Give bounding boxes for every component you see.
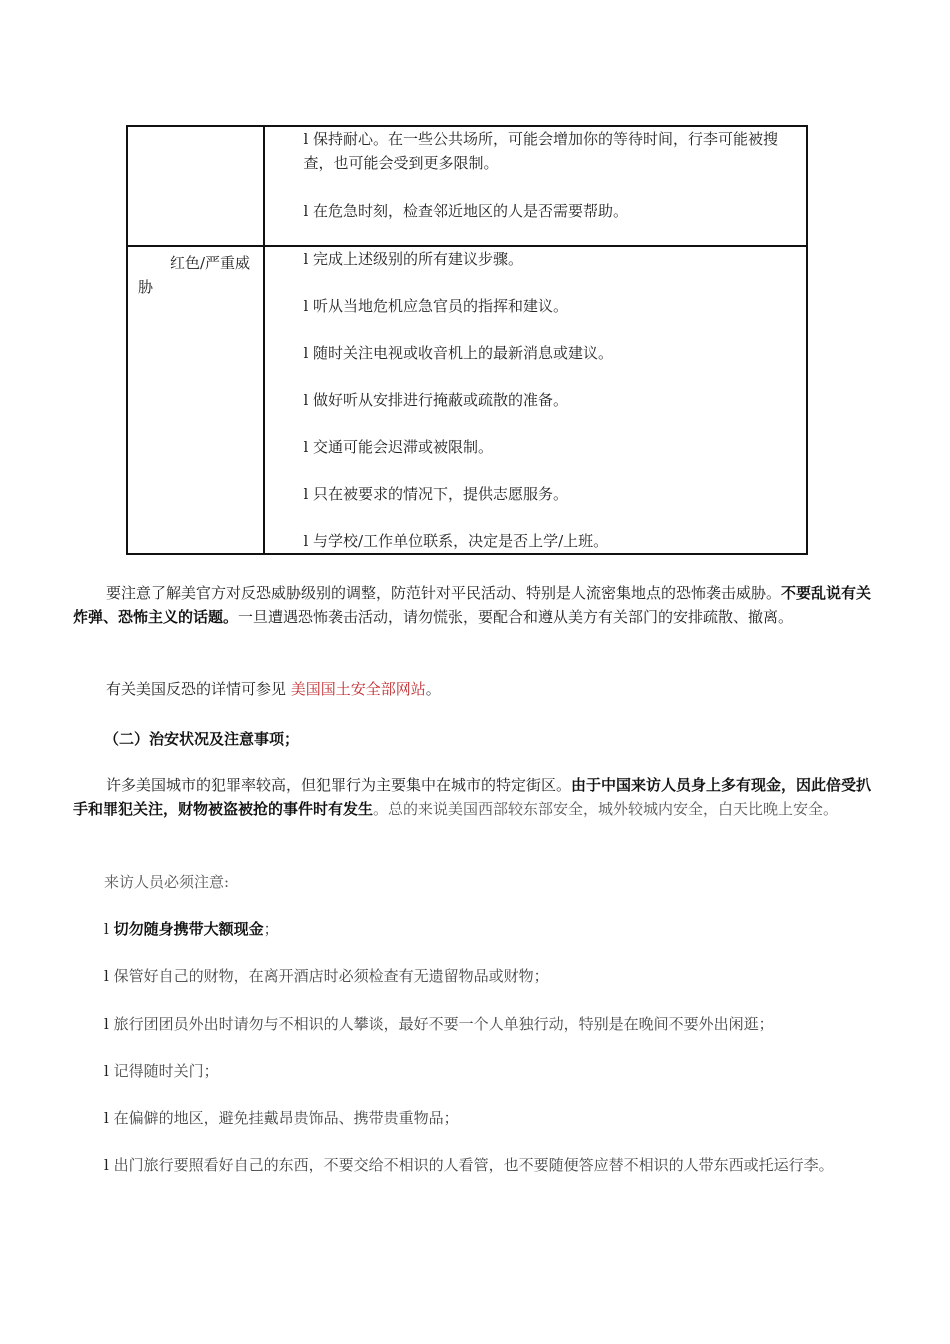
paragraph-text: 。总的来说美国西部较东部安全，城外较城内安全，白天比晚上安全。 bbox=[373, 800, 839, 818]
threat-level-table bbox=[126, 125, 808, 555]
threat-level-label: 红色/严重威胁 bbox=[138, 254, 251, 296]
advice-item: l 做好听从安排进行掩蔽或疏散的准备。 bbox=[303, 391, 569, 409]
terror-alert-paragraph bbox=[73, 581, 873, 629]
dhs-website-link[interactable]: 美国国土安全部网站 bbox=[290, 680, 426, 698]
list-item: l 切勿随身携带大额现金； bbox=[104, 920, 279, 938]
advice-item: l 只在被要求的情况下，提供志愿服务。 bbox=[303, 485, 569, 503]
list-item: l 在偏僻的地区，避免挂戴昂贵饰品、携带贵重物品； bbox=[104, 1109, 459, 1127]
table-row bbox=[127, 126, 807, 246]
threat-level-cell bbox=[127, 246, 264, 554]
list-item: l 保管好自己的财物，在离开酒店时必须检查有无遗留物品或财物； bbox=[104, 967, 549, 985]
list-item: l 出门旅行要照看好自己的东西，不要交给不相识的人看管，也不要随便答应替不相识的人带东西或托运行李。 bbox=[104, 1156, 834, 1174]
warning-bold-text: 不要乱说有关炸弹、恐怖主义的话题。 bbox=[73, 584, 872, 626]
advice-item: l 在危急时刻，检查邻近地区的人是否需要帮助。 bbox=[303, 202, 629, 220]
advice-item: l 交通可能会迟滞或被限制。 bbox=[303, 438, 494, 456]
paragraph-text: 许多美国城市的犯罪率较高，但犯罪行为主要集中在城市的特定街区。 bbox=[106, 776, 572, 794]
paragraph-text: 一旦遭遇恐怖袭击活动，请勿慌张，要配合和遵从美方有关部门的安排疏散、撤离。 bbox=[238, 608, 794, 626]
advice-item: l 完成上述级别的所有建议步骤。 bbox=[303, 250, 524, 268]
section-heading: （二）治安状况及注意事项； bbox=[104, 730, 300, 748]
advice-cell bbox=[264, 246, 807, 554]
warning-bold-text: 由于中国来访人员身上多有现金，因此倍受扒手和罪犯关注，财物被盗被抢的事件时有发生 bbox=[73, 776, 872, 818]
advice-item: l 听从当地危机应急官员的指挥和建议。 bbox=[303, 297, 569, 315]
list-item: l 记得随时关门； bbox=[104, 1062, 219, 1080]
threat-level-cell bbox=[127, 126, 264, 246]
list-item: l 旅行团团员外出时请勿与不相识的人攀谈，最好不要一个人单独行动，特别是在晚间不要外出闲逛； bbox=[104, 1015, 774, 1033]
security-paragraph bbox=[73, 773, 873, 821]
threat-level-label bbox=[128, 127, 263, 131]
reference-paragraph bbox=[73, 677, 873, 701]
advice-item: l 与学校/工作单位联系，决定是否上学/上班。 bbox=[303, 532, 609, 550]
paragraph-text: 要注意了解美官方对反恐威胁级别的调整，防范针对平民活动、特别是人流密集地点的恐怖袭击威胁。 bbox=[106, 584, 782, 602]
paragraph-text: 有关美国反恐的详情可参见 bbox=[106, 680, 291, 698]
notice-label: 来访人员必须注意: bbox=[104, 873, 230, 891]
advice-cell bbox=[264, 126, 807, 246]
advice-item: l 随时关注电视或收音机上的最新消息或建议。 bbox=[303, 344, 614, 362]
paragraph-text: 。 bbox=[425, 680, 441, 698]
table-row bbox=[127, 246, 807, 554]
advice-item: l 保持耐心。在一些公共场所，可能会增加你的等待时间，行李可能被搜查，也可能会受到更多限制。 bbox=[303, 130, 779, 172]
